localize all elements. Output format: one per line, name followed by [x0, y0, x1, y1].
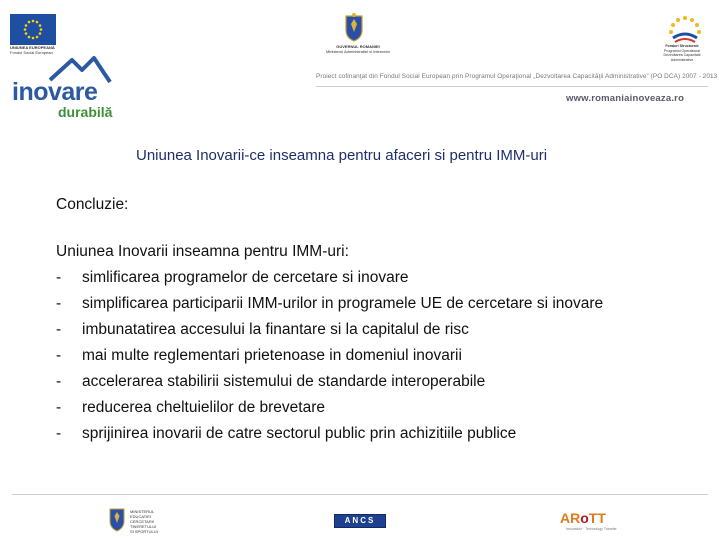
- ministry-caption-line: CERCETARII: [130, 519, 154, 524]
- logo-word-durabila: durabilă: [58, 104, 113, 120]
- list-item-text: simlificarea programelor de cercetare si inovare: [82, 269, 409, 286]
- eu-caption-line: UNIUNEA EUROPEANĂ: [10, 45, 55, 50]
- ministry-caption-line: EDUCATIEI: [130, 514, 152, 519]
- romania-coat-of-arms-icon: [343, 12, 365, 42]
- structural-funds-caption: [650, 44, 714, 62]
- page-title: Uniunea Inovarii-ce inseamna pentru afaceri si pentru IMM-uri: [136, 147, 548, 164]
- list-item-text: sprijinirea inovarii de catre sectorul public prin achizitiile publice: [82, 425, 517, 442]
- header-divider: [316, 86, 708, 87]
- footer-divider: [12, 494, 708, 495]
- bullet-marker: -: [56, 269, 62, 286]
- fse-caption-line: Programul Operational: [663, 48, 701, 53]
- fse-caption-line: Dezvoltarea Capacitatii: [663, 53, 701, 58]
- website-link[interactable]: www.romaniainoveaza.ro: [566, 93, 685, 104]
- list-item-text: simplificarea participarii IMM-urilor in programele UE de cercetare si inovare: [82, 295, 604, 312]
- inovare-durabila-logo: [10, 56, 130, 126]
- bullet-marker: -: [56, 399, 62, 416]
- logo-word-inovare: inovare: [12, 78, 98, 106]
- list-item-text: reducerea cheltuielilor de brevetare: [82, 399, 325, 416]
- ministry-caption-line: TINERETULUI: [130, 524, 157, 529]
- arott-logo-o: o: [580, 510, 589, 526]
- list-item-text: imbunatatirea accesului la finantare si la capitalul de risc: [82, 321, 469, 338]
- fse-caption-line: Administrative: [670, 57, 694, 62]
- eu-caption: [10, 45, 80, 55]
- ministry-caption-line: MINISTERUL: [130, 509, 155, 514]
- bullet-marker: -: [56, 347, 62, 364]
- ministry-coat-of-arms-icon: [108, 506, 126, 532]
- bullet-marker: -: [56, 425, 62, 442]
- bullet-marker: -: [56, 373, 62, 390]
- arott-logo-ar: AR: [560, 510, 581, 526]
- eu-caption-line: Fondul Social European: [10, 50, 53, 55]
- arott-logo: [560, 510, 606, 528]
- list-item-text: mai multe reglementari prietenoase in domeniul inovarii: [82, 347, 462, 364]
- ministry-caption-line: SI SPORTULUI: [130, 529, 158, 534]
- gov-caption-line: Ministerul Administratiei si Internelor: [325, 49, 391, 54]
- list-item-text: accelerarea stabilirii sistemului de standarde interoperabile: [82, 373, 486, 390]
- bullet-marker: -: [56, 295, 62, 312]
- arott-tagline: Innovation · Technology Transfer: [566, 527, 617, 531]
- eu-flag-logo: [10, 14, 56, 45]
- government-caption: [318, 44, 398, 54]
- fse-caption-line: Fonduri Structurale: [665, 44, 699, 48]
- ancs-logo-text: ANCS: [344, 516, 376, 525]
- gov-caption-line: GUVERNUL ROMANIEI: [336, 44, 380, 49]
- section-heading: Concluzie:: [56, 196, 129, 213]
- bullet-marker: -: [56, 321, 62, 338]
- project-banner-text: Proiect cofinanţat din Fondul Social European prin Programul Operaţional „Dezvoltarea Capacităţii Administrative” (PO DCA) 2007 - 2013: [316, 73, 718, 80]
- intro-text: Uniunea Inovarii inseamna pentru IMM-uri:: [56, 243, 349, 260]
- arott-logo-tt: TT: [588, 510, 606, 526]
- ministry-caption: [130, 509, 170, 534]
- ancs-logo: [334, 514, 386, 528]
- eu-stars-icon: [10, 14, 56, 45]
